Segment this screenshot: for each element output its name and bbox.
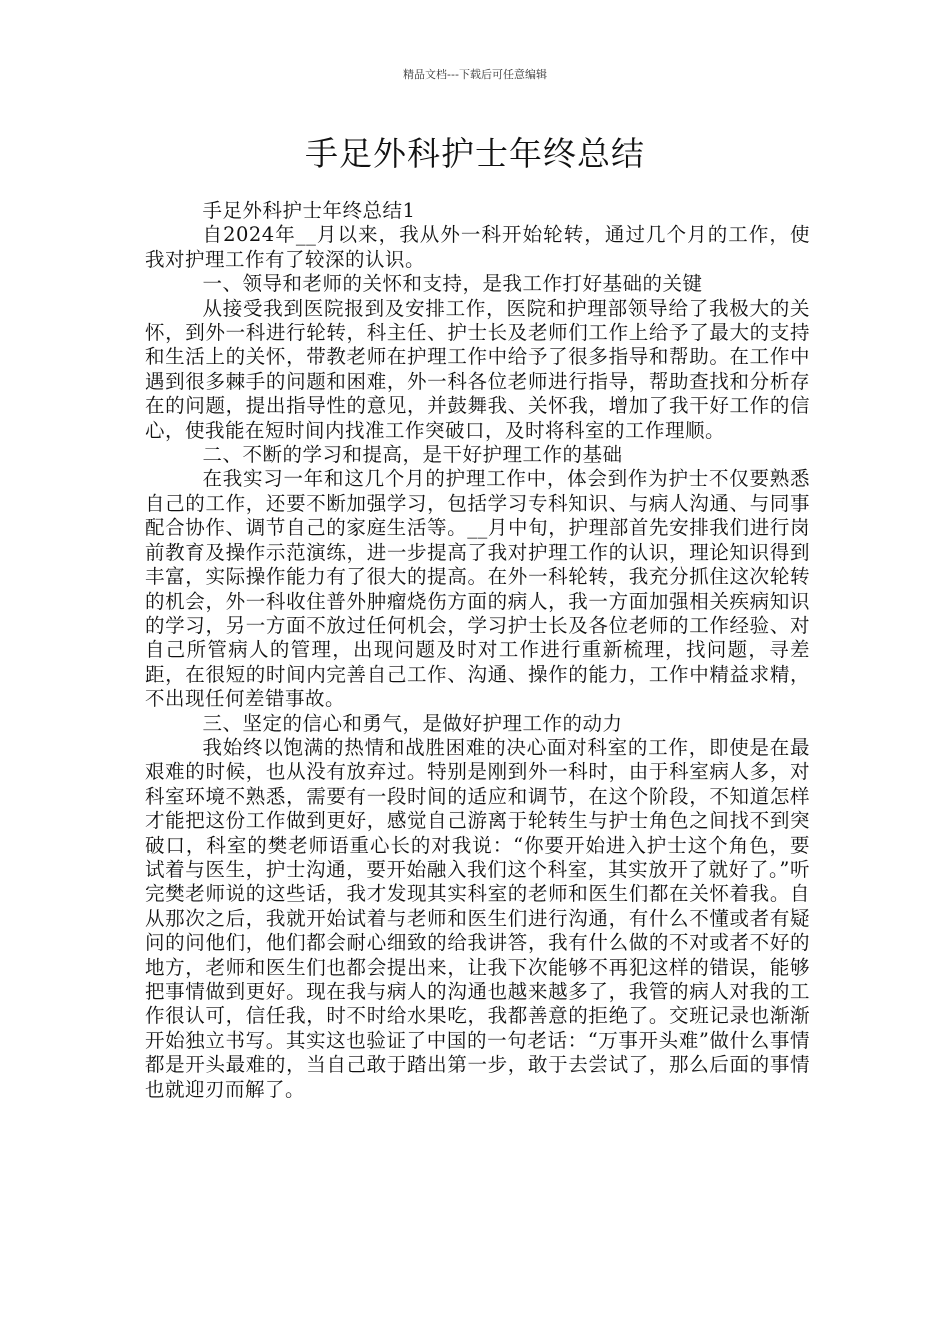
- section-paragraph-3: 我始终以饱满的热情和战胜困难的决心面对科室的工作，即使是在最艰难的时候，也从没有放弃过。特别是刚到外一科时，由于科室病人多，对科室环境不熟悉，需要有一段时间的适应和调节，在这个阶段，不知道怎样才能把这份工作做到更好，感觉自己游离于轮转生与护士角色之间找不到突破口，科室的樊老师语重心长的对我说：“你要开始进入护士这个角色，要试着与医生，护士沟通，要开始融入我们这个科室，其实放开了就好了。”听完樊老师说的这些话，我才发现其实科室的老师和医生们都在关怀着我。自从那次之后，我就开始试着与老师和医生们进行沟通，有什么不懂或者有疑问的问他们，他们都会耐心细致的给我讲答，我有什么做的不对或者不好的地方，老师和医生们也都会提出来，让我下次能够不再犯这样的错误，能够把事情做到更好。现在我与病人的沟通也越来越多了，我管的病人对我的工作很认可，信任我，时不时给水果吃，我都善意的拒绝了。交班记录也渐渐开始独立书写。其实这也验证了中国的一句老话：“万事开头难”做什么事情都是开头最难的，当自己敢于踏出第一步，敢于去尝试了，那么后面的事情也就迎刃而解了。: [145, 735, 810, 1101]
- subtitle-paragraph: 手足外科护士年终总结1: [202, 199, 416, 222]
- section-heading-2: 二、不断的学习和提高，是干好护理工作的基础: [202, 443, 623, 467]
- document-title: 手足外科护士年终总结: [305, 134, 645, 173]
- section-paragraph-1: 从接受我到医院报到及安排工作，医院和护理部领导给了我极大的关怀，到外一科进行轮转，科主任、护士长及老师们工作上给予了最大的支持和生活上的关怀，带教老师在护理工作中给予了很多指导和帮助。在工作中遇到很多棘手的问题和困难，外一科各位老师进行指导，帮助查找和分析存在的问题，提出指导性的意见，并鼓舞我、关怀我，增加了我干好工作的信心，使我能在短时间内找准工作突破口，及时将科室的工作理顺。: [145, 296, 810, 442]
- section-heading-3: 三、坚定的信心和勇气，是做好护理工作的动力: [202, 711, 623, 735]
- section-paragraph-2: 在我实习一年和这几个月的护理工作中，体会到作为护士不仅要熟悉自己的工作，还要不断加强学习，包括学习专科知识、与病人沟通、与同事配合协作、调节自己的家庭生活等。__月中旬，护理部首先安排我们进行岗前教育及操作示范演练，进一步提高了我对护理工作的认识，理论知识得到丰富，实际操作能力有了很大的提高。在外一科轮转，我充分抓住这次轮转的机会，外一科收住普外肿瘤烧伤方面的病人，我一方面加强相关疾病知识的学习，另一方面不放过任何机会，学习护士长及各位老师的工作经验、对自己所管病人的管理，出现问题及时对工作进行重新梳理，找问题，寻差距，在很短的时间内完善自己工作、沟通、操作的能力，工作中精益求精，不出现任何差错事故。: [145, 467, 810, 711]
- document-body: [145, 199, 810, 1102]
- page-header-note: 精品文档---下载后可任意编辑: [403, 68, 547, 81]
- section-heading-1: 一、领导和老师的关怀和支持，是我工作打好基础的关键: [202, 272, 703, 296]
- intro-paragraph: 自2024年__月以来，我从外一科开始轮转，通过几个月的工作，使我对护理工作有了较深的认识。: [145, 223, 810, 271]
